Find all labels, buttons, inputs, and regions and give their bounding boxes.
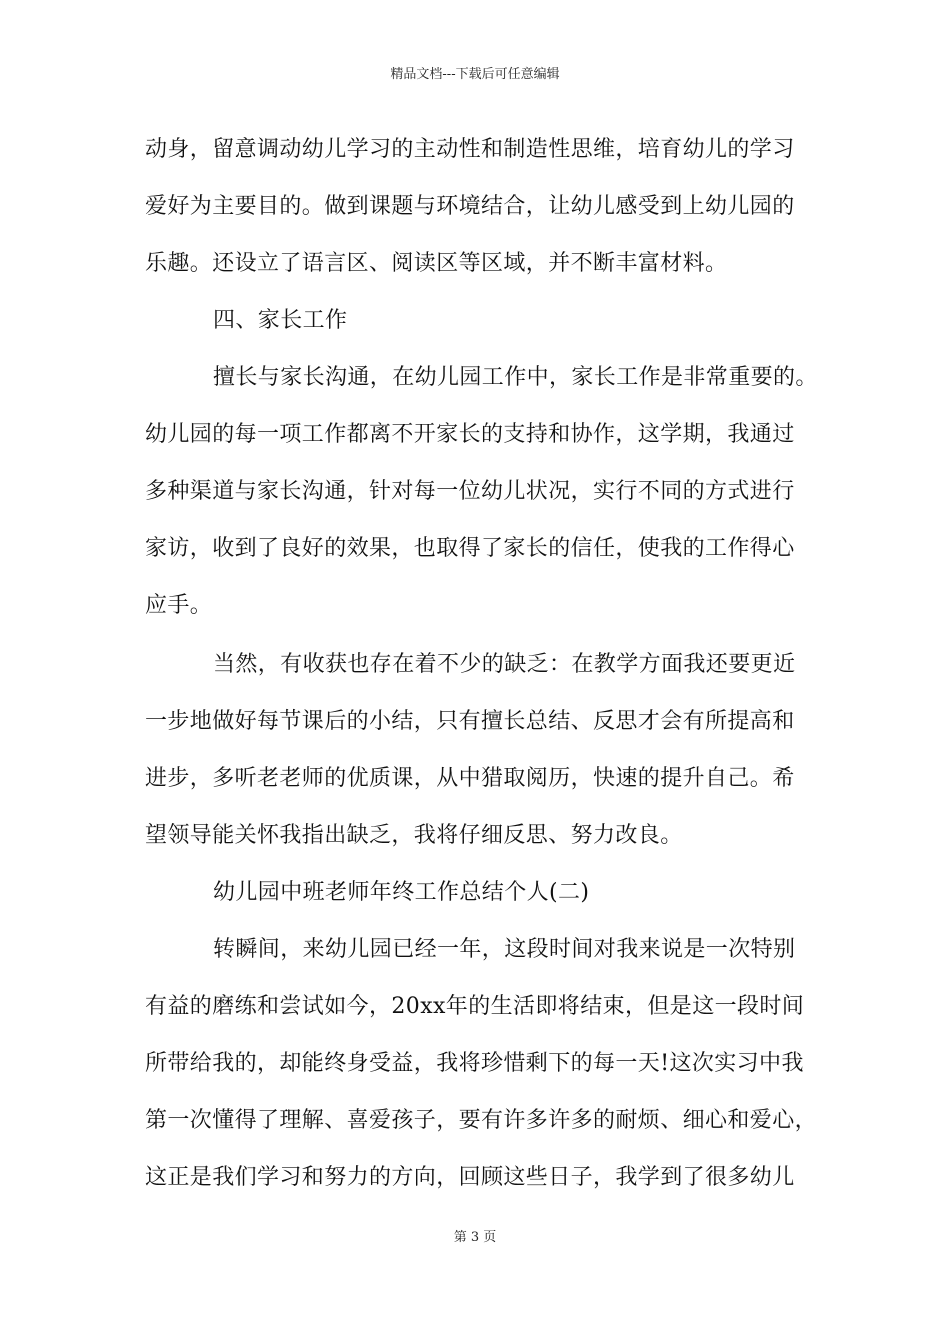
body-line: 有益的磨练和尝试如今，20xx年的生活即将结束，但是这一段时间 <box>145 994 805 1019</box>
body-line: 应手。 <box>145 593 213 618</box>
body-line: 所带给我的，却能终身受益，我将珍惜剩下的每一天!这次实习中我 <box>145 1051 804 1076</box>
body-line: 幼儿园的每一项工作都离不开家长的支持和协作，这学期，我通过 <box>145 422 795 447</box>
body-line: 当然，有收获也存在着不少的缺乏：在教学方面我还要更近 <box>213 652 796 677</box>
body-line: 这正是我们学习和努力的方向，回顾这些日子，我学到了很多幼儿 <box>145 1165 795 1190</box>
body-line: 乐趣。还设立了语言区、阅读区等区域，并不断丰富材料。 <box>145 251 728 276</box>
body-line: 动身，留意调动幼儿学习的主动性和制造性思维，培育幼儿的学习 <box>145 137 795 162</box>
body-line: 望领导能关怀我指出缺乏，我将仔细反思、努力改良。 <box>145 823 683 848</box>
body-line: 擅长与家长沟通，在幼儿园工作中，家长工作是非常重要的。 <box>213 365 818 390</box>
page-number: 第 3 页 <box>453 1230 497 1245</box>
section-heading: 幼儿园中班老师年终工作总结个人(二) <box>213 880 590 905</box>
body-line: 转瞬间，来幼儿园已经一年，这段时间对我来说是一次特别 <box>213 937 796 962</box>
body-line: 爱好为主要目的。做到课题与环境结合，让幼儿感受到上幼儿园的 <box>145 194 795 219</box>
body-line: 第一次懂得了理解、喜爱孩子，要有许多许多的耐烦、细心和爱心， <box>145 1108 818 1133</box>
body-line: 进步，多听老老师的优质课，从中猎取阅历，快速的提升自己。希 <box>145 766 795 791</box>
body-line: 一步地做好每节课后的小结，只有擅长总结、反思才会有所提高和 <box>145 709 795 734</box>
body-line: 家访，收到了良好的效果，也取得了家长的信任，使我的工作得心 <box>145 536 795 561</box>
section-heading: 四、家长工作 <box>213 308 348 333</box>
body-line: 多种渠道与家长沟通，针对每一位幼儿状况，实行不同的方式进行 <box>145 479 795 504</box>
page-header: 精品文档---下载后可任意编辑 <box>390 67 560 82</box>
